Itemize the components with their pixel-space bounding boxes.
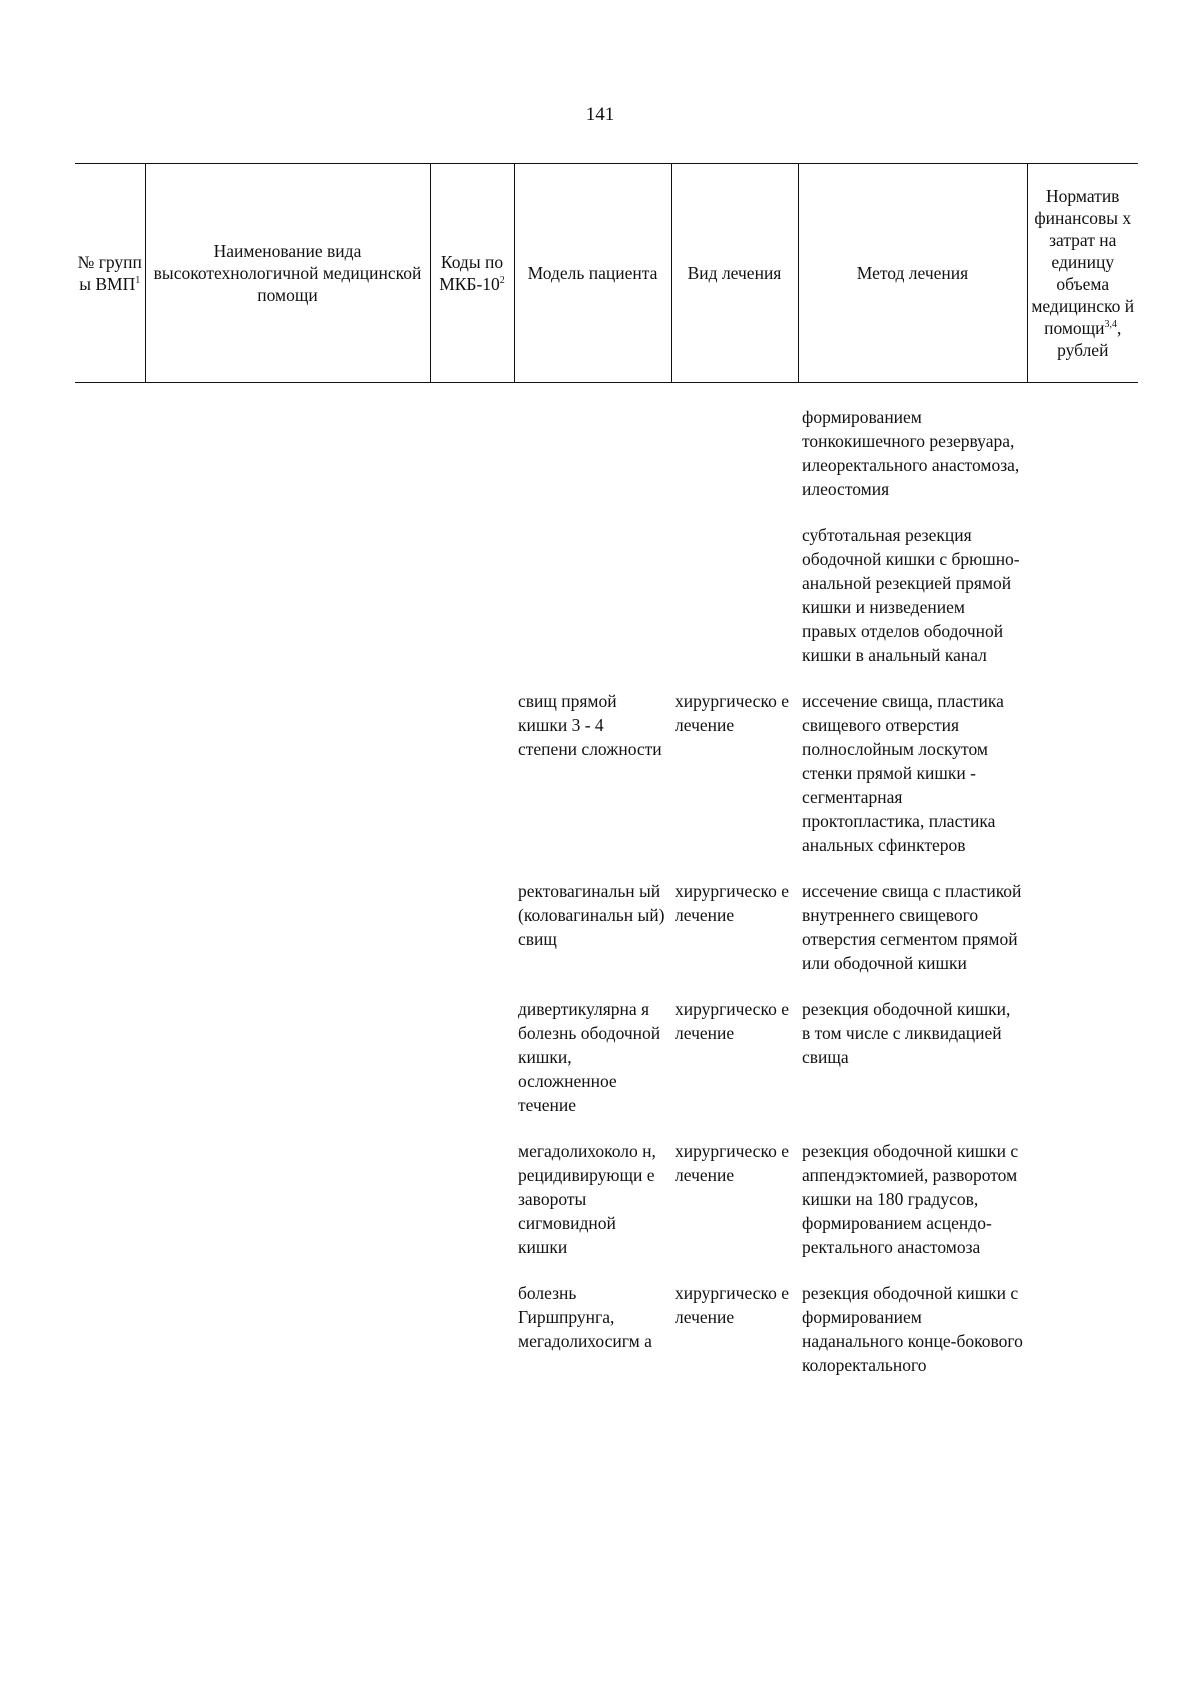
treatment-method-cell: иссечение свища, пластика свищевого отверстия полнослойным лоскутом стенки прямой кишки - сегментарная проктопластика, пластика анальных сфинктеров (802, 691, 1004, 855)
table-row (75, 879, 1138, 997)
treatment-type-cell: хирургическо е лечение (675, 1283, 789, 1327)
vmp-table (75, 163, 1138, 1399)
treatment-type-cell (671, 405, 798, 523)
header-care-type-name: Наименование вида высокотехнологичной медицинской помощи (145, 164, 430, 383)
table-row (75, 689, 1138, 879)
treatment-type-cell: хирургическо е лечение (675, 999, 789, 1043)
treatment-method-cell: резекция ободочной кишки с формированием наданального конце-бокового колоректального (802, 1283, 1023, 1375)
treatment-method-cell: резекция ободочной кишки с аппендэктомией, разворотом кишки на 180 градусов, формированием асцендо-ректального анастомоза (802, 1141, 1019, 1257)
header-cost-norm: Норматив финансовы х затрат на единицу объема медицинско й помощи$^{3,4}$, рублей (1027, 164, 1138, 383)
treatment-type-cell (671, 523, 798, 689)
treatment-type-cell: хирургическо е лечение (675, 691, 789, 735)
patient-model-cell: болезнь Гиршпрунга, мегадолихосигм а (518, 1283, 652, 1351)
table-row (75, 405, 1138, 523)
header-treatment-method: Метод лечения (798, 164, 1027, 383)
table-row (75, 997, 1138, 1139)
treatment-method-cell: субтотальная резекция ободочной кишки с брюшно-анальной резекцией прямой кишки и низведением правых отделов ободочной кишки в анальный канал (802, 525, 1020, 665)
patient-model-cell: дивертикулярна я болезнь ободочной кишки, осложненное течение (518, 999, 661, 1115)
header-patient-model: Модель пациента (514, 164, 671, 383)
treatment-type-cell: хирургическо е лечение (675, 881, 789, 925)
table-row (75, 1139, 1138, 1281)
header-group-no: № групп ы ВМП$^1$ (75, 164, 145, 383)
patient-model-cell: свищ прямой кишки 3 - 4 степени сложности (518, 691, 662, 759)
table-row (75, 1281, 1138, 1399)
table-body (75, 383, 1138, 1400)
patient-model-cell: ректовагинальн ый (коловагинальн ый) свищ (518, 881, 665, 949)
table-header (75, 164, 1138, 383)
patient-model-cell (514, 523, 671, 689)
header-icd-codes: Коды по МКБ-$10^2$ (430, 164, 514, 383)
treatment-method-cell: формированием тонкокишечного резервуара, илеоректального анастомоза, илеостомия (802, 407, 1020, 499)
header-treatment-type: Вид лечения (671, 164, 798, 383)
page-number: 141 (585, 104, 615, 125)
treatment-type-cell: хирургическо е лечение (675, 1141, 789, 1185)
patient-model-cell: мегадолихоколо н, рецидивирующи е завороты сигмовидной кишки (518, 1141, 656, 1257)
treatment-method-cell: резекция ободочной кишки, в том числе с ликвидацией свища (802, 999, 1011, 1067)
treatment-method-cell: иссечение свища с пластикой внутреннего свищевого отверстия сегментом прямой или ободочной кишки (802, 881, 1022, 973)
patient-model-cell (514, 405, 671, 523)
table-row (75, 523, 1138, 689)
